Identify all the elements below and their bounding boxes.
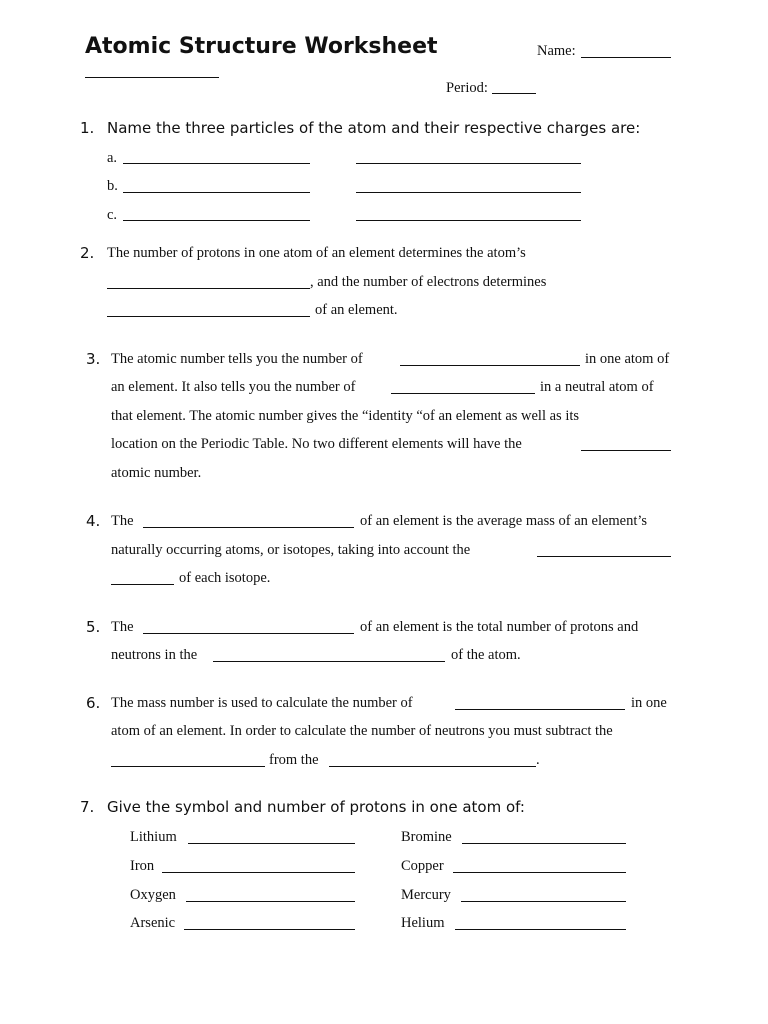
q5-line2-before: neutrons in the xyxy=(111,647,198,663)
q7-element-bromine: Bromine xyxy=(401,829,452,845)
q3-line1-before: The atomic number tells you the number of xyxy=(111,351,363,367)
name-label: Name: xyxy=(537,43,576,59)
q1-b-particle-blank[interactable] xyxy=(123,192,310,193)
q7-copper-blank[interactable] xyxy=(453,872,626,873)
name-field[interactable] xyxy=(581,57,671,58)
q7-helium-blank[interactable] xyxy=(455,929,626,930)
q1-letter-c: c. xyxy=(107,207,118,223)
q7-element-iron: Iron xyxy=(130,858,155,874)
q7-iron-blank[interactable] xyxy=(162,872,355,873)
q6-line3-mid: from the xyxy=(269,752,319,768)
q1-a-charge-blank[interactable] xyxy=(356,163,581,164)
q4-number: 4. xyxy=(86,512,101,530)
q1-c-particle-blank[interactable] xyxy=(123,220,310,221)
q2-number: 2. xyxy=(80,244,95,262)
q3-line3: that element. The atomic number gives the “identity “of an element as well as its xyxy=(111,408,580,424)
q7-mercury-blank[interactable] xyxy=(461,901,626,902)
q6-line3-end: . xyxy=(536,752,540,768)
q7-element-copper: Copper xyxy=(401,858,444,874)
period-label: Period: xyxy=(446,80,488,96)
q7-text: Give the symbol and number of protons in one atom of: xyxy=(107,798,525,816)
q7-number: 7. xyxy=(80,798,95,816)
q1-a-particle-blank[interactable] xyxy=(123,163,310,164)
q4-line3: of each isotope. xyxy=(179,570,271,586)
q7-element-lithium: Lithium xyxy=(130,829,177,845)
q1-letter-b: b. xyxy=(107,178,118,194)
q2-blank-1[interactable] xyxy=(107,288,310,289)
q4-blank-1[interactable] xyxy=(143,527,354,528)
q3-line2-before: an element. It also tells you the number of xyxy=(111,379,356,395)
q7-oxygen-blank[interactable] xyxy=(186,901,355,902)
name-field-continuation[interactable] xyxy=(85,77,219,78)
q3-number: 3. xyxy=(86,350,101,368)
q7-element-arsenic: Arsenic xyxy=(130,915,176,931)
q6-blank-2[interactable] xyxy=(111,766,265,767)
q3-line2-after: in a neutral atom of xyxy=(540,379,654,395)
q7-bromine-blank[interactable] xyxy=(462,843,626,844)
q4-line1-before: The xyxy=(111,513,134,529)
q5-line1-before: The xyxy=(111,619,134,635)
q1-b-charge-blank[interactable] xyxy=(356,192,581,193)
q4-line2: naturally occurring atoms, or isotopes, taking into account the xyxy=(111,542,471,558)
q3-blank-3[interactable] xyxy=(581,450,671,451)
q6-line1-before: The mass number is used to calculate the number of xyxy=(111,695,413,711)
q6-blank-1[interactable] xyxy=(455,709,625,710)
q5-blank-2[interactable] xyxy=(213,661,445,662)
q7-lithium-blank[interactable] xyxy=(188,843,355,844)
q2-line2: , and the number of electrons determines xyxy=(310,274,547,290)
q3-blank-1[interactable] xyxy=(400,365,580,366)
period-field[interactable] xyxy=(492,93,536,94)
q5-line2-after: of the atom. xyxy=(451,647,521,663)
page-title: Atomic Structure Worksheet xyxy=(85,34,438,59)
q2-line1: The number of protons in one atom of an element determines the atom’s xyxy=(107,245,526,261)
q7-element-oxygen: Oxygen xyxy=(130,887,176,903)
q3-blank-2[interactable] xyxy=(391,393,535,394)
q5-line1-after: of an element is the total number of protons and xyxy=(360,619,639,635)
q4-blank-2[interactable] xyxy=(537,556,671,557)
q2-line3: of an element. xyxy=(315,302,398,318)
q6-line1-after: in one xyxy=(631,695,667,711)
q5-number: 5. xyxy=(86,618,101,636)
q7-element-helium: Helium xyxy=(401,915,445,931)
q6-number: 6. xyxy=(86,694,101,712)
q3-line1-after: in one atom of xyxy=(585,351,670,367)
q7-arsenic-blank[interactable] xyxy=(184,929,355,930)
q1-text: Name the three particles of the atom and their respective charges are: xyxy=(107,119,641,137)
q3-line5: atomic number. xyxy=(111,465,202,481)
q1-letter-a: a. xyxy=(107,150,118,166)
q4-blank-3[interactable] xyxy=(111,584,174,585)
q4-line1-after: of an element is the average mass of an element’s xyxy=(360,513,648,529)
q2-blank-2[interactable] xyxy=(107,316,310,317)
q3-line4: location on the Periodic Table. No two different elements will have the xyxy=(111,436,522,452)
q5-blank-1[interactable] xyxy=(143,633,354,634)
q6-blank-3[interactable] xyxy=(329,766,536,767)
q1-number: 1. xyxy=(80,119,95,137)
q6-line2: atom of an element. In order to calculate the number of neutrons you must subtract the xyxy=(111,723,613,739)
q7-element-mercury: Mercury xyxy=(401,887,451,903)
q1-c-charge-blank[interactable] xyxy=(356,220,581,221)
